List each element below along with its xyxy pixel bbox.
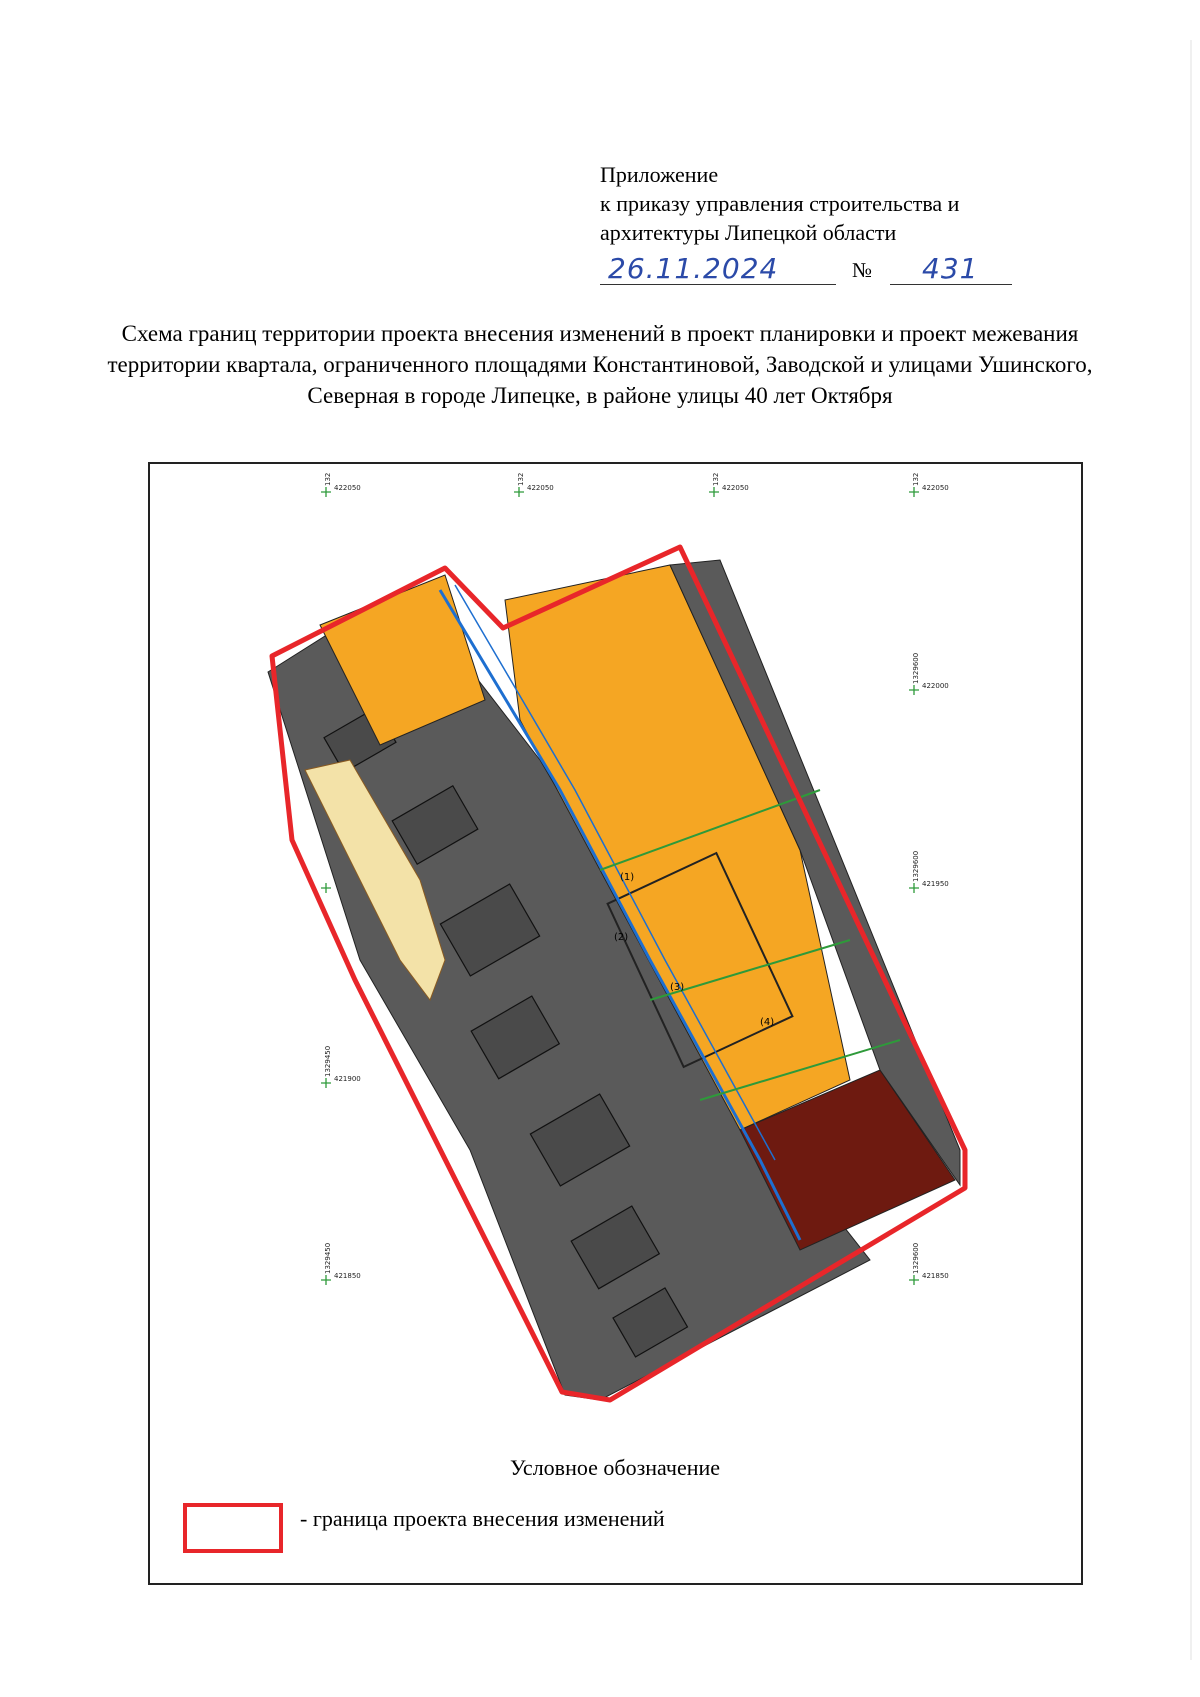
grid-label-left-2: 421850 xyxy=(334,1272,361,1280)
grid-y-top-1: 132 xyxy=(324,472,332,486)
zone-label-4: (4) xyxy=(760,1017,775,1028)
grid-y-top-4: 132 xyxy=(912,472,920,486)
grid-y-right-1: 1329600 xyxy=(912,652,920,684)
appendix-order-line: к приказу управления строительства и xyxy=(600,191,960,216)
document-title: Схема границ территории проекта внесения изменений в проект планировки и проект межевания территории квартала, ограниченного площадями Константиновой, Заводской и улицами Ушинского, Северная в городе Липецке, в районе улицы 40 лет Октября xyxy=(107,321,1093,408)
zone-label-2: (2) xyxy=(614,932,629,943)
grid-label-top-3: 422050 xyxy=(722,484,749,492)
zone-label-1: (1) xyxy=(620,872,635,883)
number-sign: № xyxy=(852,258,873,282)
grid-y-top-2: 132 xyxy=(517,472,525,486)
grid-y-right-2: 1329600 xyxy=(912,850,920,882)
grid-label-top-1: 422050 xyxy=(334,484,361,492)
grid-y-left-1: 1329450 xyxy=(324,1045,332,1077)
grid-y-top-3: 132 xyxy=(712,472,720,486)
grid-label-right-2: 421950 xyxy=(922,880,949,888)
legend-title: Условное обозначение xyxy=(510,1455,721,1480)
grid-label-right-3: 421850 xyxy=(922,1272,949,1280)
grid-label-left-1: 421900 xyxy=(334,1075,361,1083)
appendix-heading: Приложение xyxy=(600,162,719,187)
zone-label-3: (3) xyxy=(670,982,685,993)
legend-boundary-swatch xyxy=(183,1503,283,1553)
appendix-authority-line: архитектуры Липецкой области xyxy=(600,220,897,245)
grid-y-left-2: 1329450 xyxy=(324,1242,332,1274)
grid-label-top-4: 422050 xyxy=(922,484,949,492)
legend-boundary-text: - граница проекта внесения изменений xyxy=(300,1506,665,1531)
handwritten-number: 431 xyxy=(922,252,979,285)
handwritten-date: 26.11.2024 xyxy=(608,252,779,285)
grid-label-right-1: 422000 xyxy=(922,682,949,690)
grid-y-right-3: 1329600 xyxy=(912,1242,920,1274)
grid-label-top-2: 422050 xyxy=(527,484,554,492)
